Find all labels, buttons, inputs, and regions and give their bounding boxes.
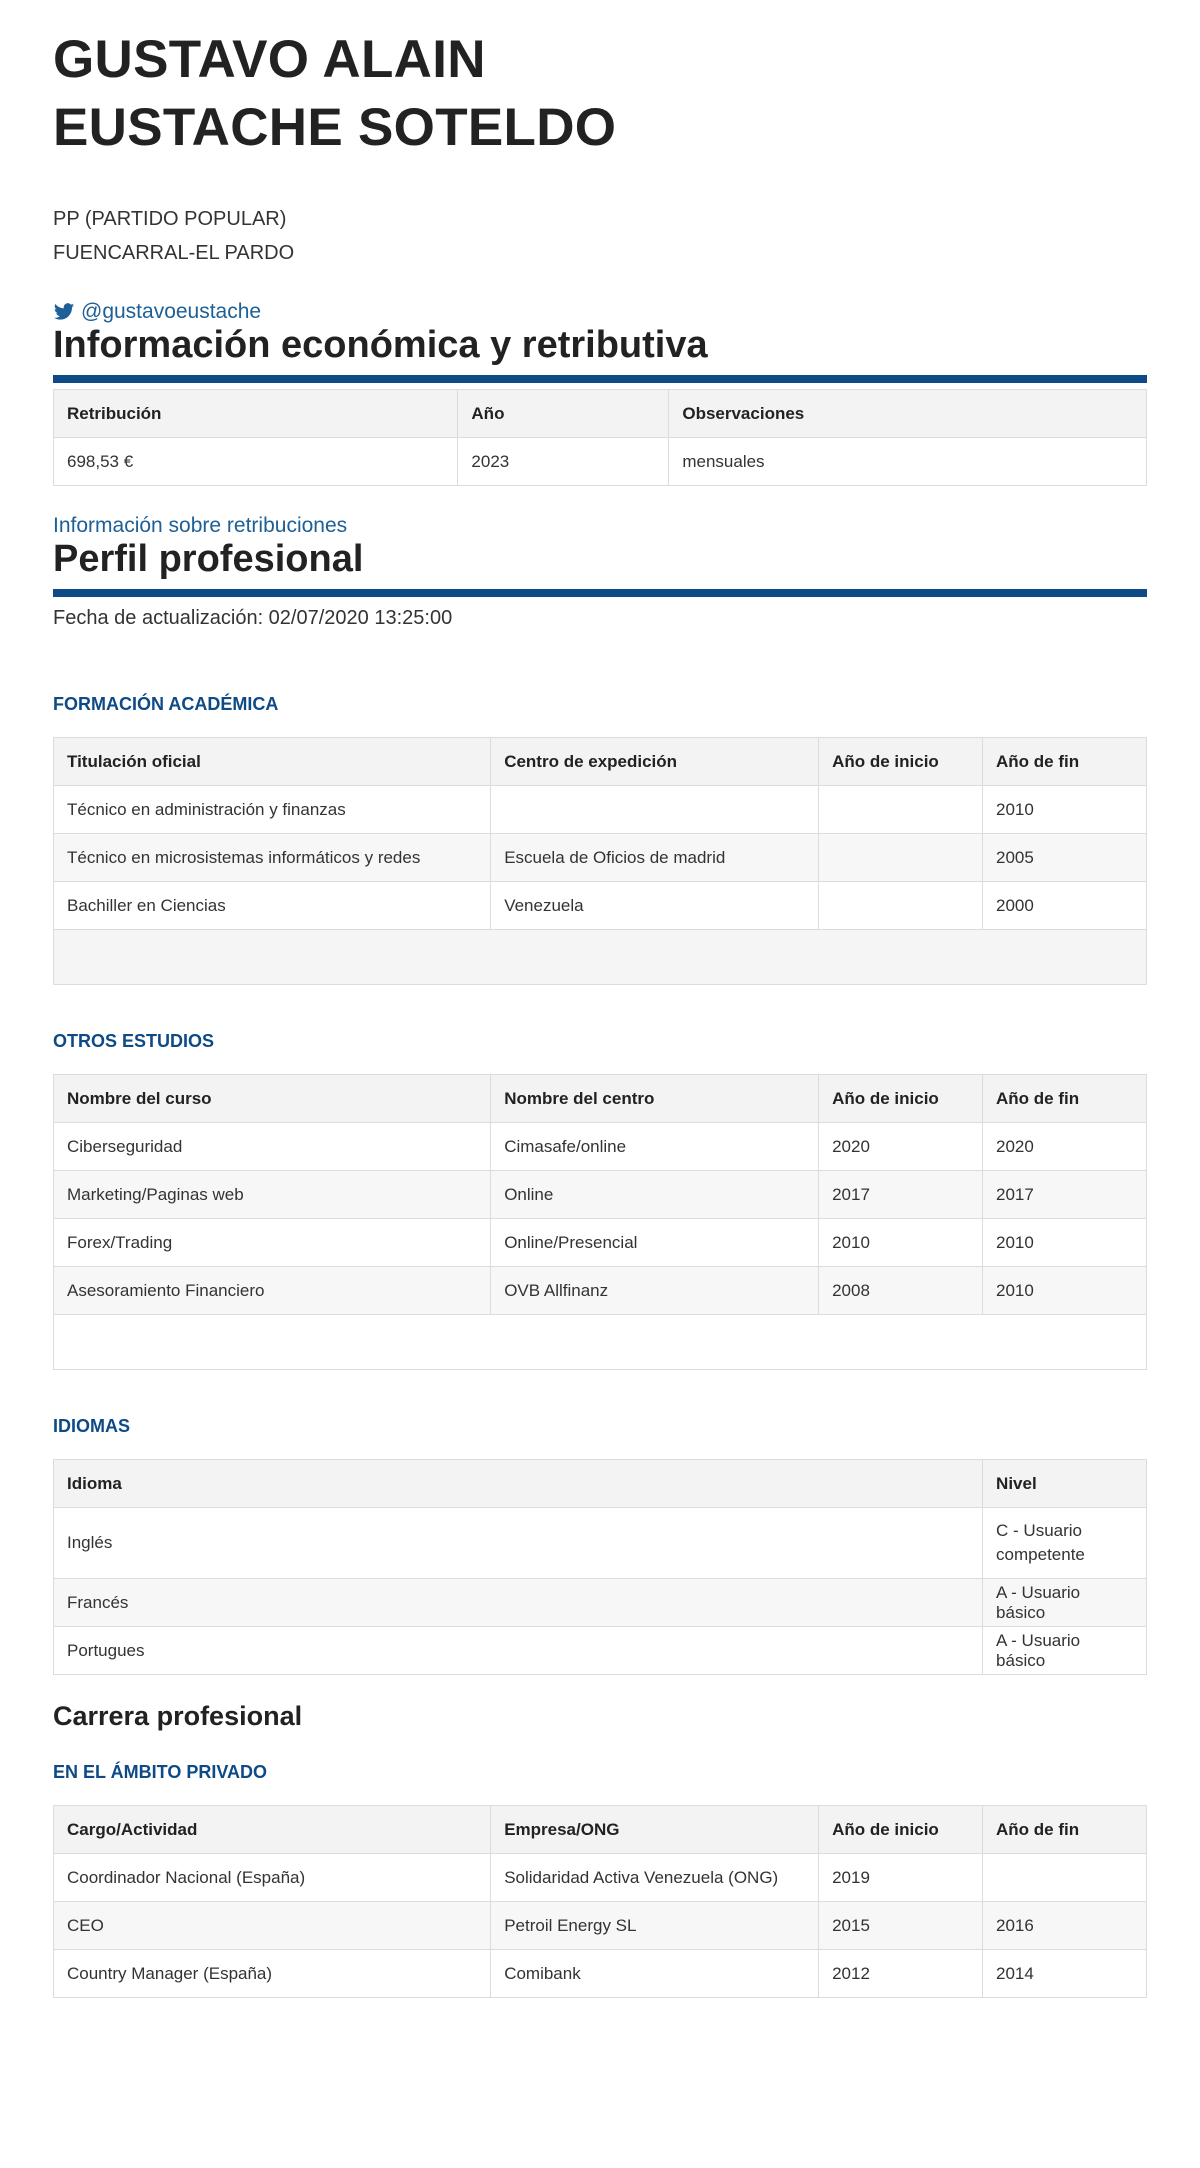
table-cell: 698,53 € bbox=[54, 438, 458, 486]
table-cell bbox=[819, 834, 983, 882]
table-cell: A - Usuario básico bbox=[983, 1579, 1147, 1627]
table-cell: Bachiller en Ciencias bbox=[54, 882, 491, 930]
table-cell: Cimasafe/online bbox=[491, 1123, 819, 1171]
table-cell bbox=[54, 930, 1147, 985]
economic-section-title: Información económica y retributiva bbox=[53, 324, 1147, 383]
column-header: Año de inicio bbox=[819, 1075, 983, 1123]
table-cell: 2015 bbox=[819, 1902, 983, 1950]
table-cell: 2000 bbox=[983, 882, 1147, 930]
table-cell: Portugues bbox=[54, 1627, 983, 1675]
table-cell: Comibank bbox=[491, 1950, 819, 1998]
table-cell: Marketing/Paginas web bbox=[54, 1171, 491, 1219]
table-cell bbox=[819, 786, 983, 834]
table-row bbox=[54, 1579, 1147, 1627]
column-header: Retribución bbox=[54, 390, 458, 438]
table-row bbox=[54, 1854, 1147, 1902]
district-label: FUENCARRAL-EL PARDO bbox=[53, 242, 295, 264]
column-header: Año bbox=[458, 390, 669, 438]
formacion-table bbox=[53, 737, 1147, 985]
economic-table bbox=[53, 389, 1147, 486]
table-header-row bbox=[54, 1460, 1147, 1508]
twitter-bird-icon bbox=[53, 301, 75, 323]
otros-table bbox=[53, 1074, 1147, 1370]
table-cell: 2010 bbox=[983, 1267, 1147, 1315]
name-line-1: GUSTAVO ALAIN bbox=[53, 30, 486, 89]
career-table bbox=[53, 1805, 1147, 1998]
column-header: Año de fin bbox=[983, 738, 1147, 786]
table-cell: CEO bbox=[54, 1902, 491, 1950]
idiomas-table bbox=[53, 1459, 1147, 1675]
table-cell: Ciberseguridad bbox=[54, 1123, 491, 1171]
table-header-row bbox=[54, 1075, 1147, 1123]
idiomas-title: IDIOMAS bbox=[53, 1416, 131, 1436]
table-cell: Técnico en administración y finanzas bbox=[54, 786, 491, 834]
table-cell: Country Manager (España) bbox=[54, 1950, 491, 1998]
column-header: Año de fin bbox=[983, 1075, 1147, 1123]
table-cell: 2017 bbox=[819, 1171, 983, 1219]
retribution-info-link[interactable]: Información sobre retribuciones bbox=[53, 514, 348, 537]
table-cell: 2008 bbox=[819, 1267, 983, 1315]
table-cell: Venezuela bbox=[491, 882, 819, 930]
table-cell: Francés bbox=[54, 1579, 983, 1627]
table-cell bbox=[491, 786, 819, 834]
table-cell: Coordinador Nacional (España) bbox=[54, 1854, 491, 1902]
table-row bbox=[54, 882, 1147, 930]
table-cell: A - Usuario básico bbox=[983, 1627, 1147, 1675]
table-cell: 2016 bbox=[983, 1902, 1147, 1950]
table-empty-row bbox=[54, 1315, 1147, 1370]
column-header: Empresa/ONG bbox=[491, 1806, 819, 1854]
table-cell: 2010 bbox=[819, 1219, 983, 1267]
private-sector-title: EN EL ÁMBITO PRIVADO bbox=[53, 1762, 268, 1782]
table-cell bbox=[54, 1315, 1147, 1370]
table-cell: C - Usuario competente bbox=[983, 1508, 1147, 1579]
table-cell: mensuales bbox=[669, 438, 1147, 486]
table-row bbox=[54, 438, 1147, 486]
column-header: Observaciones bbox=[669, 390, 1147, 438]
table-row bbox=[54, 1508, 1147, 1579]
table-empty-row bbox=[54, 930, 1147, 985]
table-row bbox=[54, 1123, 1147, 1171]
affiliation-block bbox=[53, 202, 1147, 270]
table-row bbox=[54, 1171, 1147, 1219]
column-header: Nombre del curso bbox=[54, 1075, 491, 1123]
table-cell: Solidaridad Activa Venezuela (ONG) bbox=[491, 1854, 819, 1902]
table-header-row bbox=[54, 1806, 1147, 1854]
otros-title: OTROS ESTUDIOS bbox=[53, 1031, 215, 1051]
table-cell: Petroil Energy SL bbox=[491, 1902, 819, 1950]
table-cell bbox=[819, 882, 983, 930]
column-header: Año de inicio bbox=[819, 1806, 983, 1854]
table-row bbox=[54, 1219, 1147, 1267]
table-cell: 2014 bbox=[983, 1950, 1147, 1998]
profile-section-title: Perfil profesional bbox=[53, 538, 1147, 597]
party-label: PP (PARTIDO POPULAR) bbox=[53, 208, 287, 230]
name-line-2: EUSTACHE SOTELDO bbox=[53, 98, 617, 157]
table-cell: Forex/Trading bbox=[54, 1219, 491, 1267]
table-cell: Online/Presencial bbox=[491, 1219, 819, 1267]
table-row bbox=[54, 786, 1147, 834]
table-cell: 2005 bbox=[983, 834, 1147, 882]
table-cell: 2020 bbox=[819, 1123, 983, 1171]
table-cell: 2017 bbox=[983, 1171, 1147, 1219]
formacion-title: FORMACIÓN ACADÉMICA bbox=[53, 694, 279, 714]
table-header-row bbox=[54, 390, 1147, 438]
column-header: Cargo/Actividad bbox=[54, 1806, 491, 1854]
column-header: Año de inicio bbox=[819, 738, 983, 786]
table-row bbox=[54, 1627, 1147, 1675]
table-cell: 2023 bbox=[458, 438, 669, 486]
table-cell: 2010 bbox=[983, 786, 1147, 834]
column-header: Nivel bbox=[983, 1460, 1147, 1508]
table-cell: 2019 bbox=[819, 1854, 983, 1902]
table-cell: Online bbox=[491, 1171, 819, 1219]
update-date: Fecha de actualización: 02/07/2020 13:25:00 bbox=[53, 607, 453, 629]
column-header: Año de fin bbox=[983, 1806, 1147, 1854]
twitter-link[interactable] bbox=[53, 300, 1147, 324]
person-name bbox=[53, 0, 1147, 162]
table-row bbox=[54, 1902, 1147, 1950]
column-header: Idioma bbox=[54, 1460, 983, 1508]
table-row bbox=[54, 834, 1147, 882]
table-cell: Asesoramiento Financiero bbox=[54, 1267, 491, 1315]
table-row bbox=[54, 1267, 1147, 1315]
table-row bbox=[54, 1950, 1147, 1998]
table-cell: Técnico en microsistemas informáticos y redes bbox=[54, 834, 491, 882]
table-cell: 2010 bbox=[983, 1219, 1147, 1267]
career-title: Carrera profesional bbox=[53, 1701, 303, 1731]
table-header-row bbox=[54, 738, 1147, 786]
table-cell: OVB Allfinanz bbox=[491, 1267, 819, 1315]
twitter-handle: @gustavoeustache bbox=[81, 300, 262, 323]
table-cell: 2012 bbox=[819, 1950, 983, 1998]
column-header: Nombre del centro bbox=[491, 1075, 819, 1123]
table-cell: Inglés bbox=[54, 1508, 983, 1579]
table-cell: 2020 bbox=[983, 1123, 1147, 1171]
column-header: Titulación oficial bbox=[54, 738, 491, 786]
table-cell: Escuela de Oficios de madrid bbox=[491, 834, 819, 882]
column-header: Centro de expedición bbox=[491, 738, 819, 786]
table-cell bbox=[983, 1854, 1147, 1902]
